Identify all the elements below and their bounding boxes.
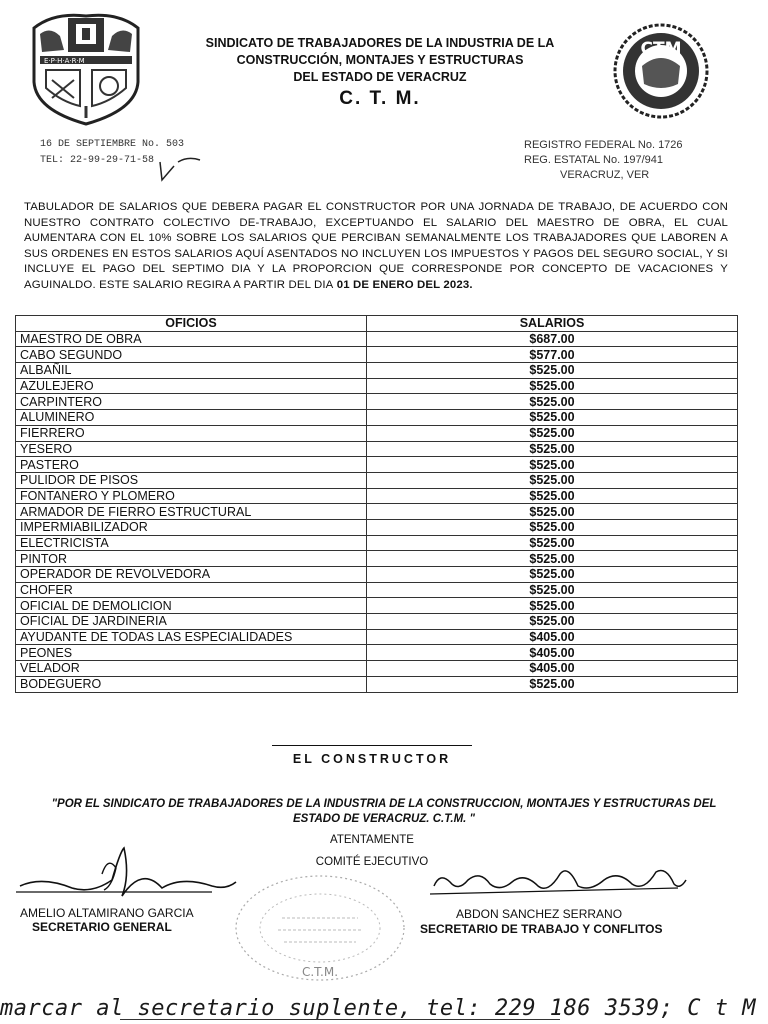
table-row <box>16 425 738 441</box>
table-row <box>16 676 738 692</box>
salary-cell: $525.00 <box>367 504 738 520</box>
salary-cell: $525.00 <box>367 488 738 504</box>
job-title-cell: ALBAÑIL <box>16 363 367 379</box>
signature-left <box>12 846 242 902</box>
job-title-cell: ALUMINERO <box>16 410 367 426</box>
handwritten-underline <box>120 1019 560 1020</box>
handwritten-check-mark <box>148 152 208 186</box>
salary-cell: $405.00 <box>367 645 738 661</box>
table-row <box>16 629 738 645</box>
salary-cell: $525.00 <box>367 457 738 473</box>
salary-cell: $525.00 <box>367 425 738 441</box>
job-title-cell: PINTOR <box>16 551 367 567</box>
ctm-seal-logo <box>612 22 710 120</box>
table-row <box>16 582 738 598</box>
job-title-cell: AYUDANTE DE TODAS LAS ESPECIALIDADES <box>16 629 367 645</box>
job-title-cell: PULIDOR DE PISOS <box>16 472 367 488</box>
salary-schedule-intro <box>24 200 728 294</box>
salary-cell: $525.00 <box>367 676 738 692</box>
salary-cell: $525.00 <box>367 363 738 379</box>
table-header-row <box>16 316 738 332</box>
labor-secretary-name: ABDON SANCHEZ SERRANO <box>456 907 623 921</box>
address-street: 16 DE SEPTIEMBRE No. 503 <box>40 139 185 150</box>
table-row <box>16 394 738 410</box>
job-title-cell: OFICIAL DE DEMOLICION <box>16 598 367 614</box>
union-name-line-2: CONSTRUCCIÓN, MONTAJES Y ESTRUCTURAS <box>236 53 524 67</box>
labor-secretary-title: SECRETARIO DE TRABAJO Y CONFLITOS <box>420 922 663 936</box>
salary-cell: $525.00 <box>367 519 738 535</box>
table-row <box>16 488 738 504</box>
closing-atentamente: ATENTAMENTE <box>330 834 414 846</box>
salary-cell: $405.00 <box>367 629 738 645</box>
job-title-cell: PEONES <box>16 645 367 661</box>
general-secretary-name: AMELIO ALTAMIRANO GARCIA <box>20 906 194 920</box>
salary-cell: $525.00 <box>367 378 738 394</box>
table-row <box>16 378 738 394</box>
table-row <box>16 363 738 379</box>
table-row <box>16 410 738 426</box>
salary-cell: $525.00 <box>367 582 738 598</box>
state-registry: REG. ESTATAL No. 197/941 <box>524 154 663 166</box>
table-row <box>16 645 738 661</box>
stamp-label: C.T.M. <box>301 965 339 979</box>
table-row <box>16 441 738 457</box>
table-row <box>16 535 738 551</box>
salary-cell: $525.00 <box>367 551 738 567</box>
salary-cell: $525.00 <box>367 394 738 410</box>
job-title-cell: OPERADOR DE REVOLVEDORA <box>16 567 367 583</box>
column-header-oficios: OFICIOS <box>16 316 367 332</box>
job-title-cell: IMPERMIABILIZADOR <box>16 519 367 535</box>
job-title-cell: AZULEJERO <box>16 378 367 394</box>
table-row <box>16 504 738 520</box>
table-row <box>16 661 738 677</box>
salary-cell: $525.00 <box>367 535 738 551</box>
table-row <box>16 519 738 535</box>
table-row <box>16 598 738 614</box>
table-row <box>16 331 738 347</box>
table-row <box>16 614 738 630</box>
federal-registry: REGISTRO FEDERAL No. 1726 <box>524 139 683 151</box>
job-title-cell: OFICIAL DE JARDINERIA <box>16 614 367 630</box>
salary-cell: $525.00 <box>367 410 738 426</box>
svg-text:CTM: CTM <box>640 39 682 59</box>
union-acronym: C. T. M. <box>339 88 421 109</box>
constructor-label: EL CONSTRUCTOR <box>292 752 452 766</box>
table-row <box>16 567 738 583</box>
table-row <box>16 551 738 567</box>
salary-cell: $525.00 <box>367 614 738 630</box>
handwritten-phone-note: marcar al secretario suplente, tel: 229 186 3539; C t M <box>0 996 756 1021</box>
salary-cell: $525.00 <box>367 567 738 583</box>
column-header-salarios: SALARIOS <box>367 316 738 332</box>
intro-text: TABULADOR DE SALARIOS QUE DEBERA PAGAR EL CONSTRUCTOR POR UNA JORNADA DE TRABAJO, DE ACUERDO CON NUESTRO CONTRATO COLECTIVO DE-TRABAJO, EXCEPTUANDO EL SALARIO DEL MAESTRO DE OBRA, EL CUAL AUMENTARA CON EL 10% SOBRE LOS SALARIOS QUE PERCIBAN SEMANALMENTE LOS TRABAJADORES QUE LABOREN A SUS ORDENES EN ESTOS SALARIOS AQUÍ ASENTADOS NO INCLUYEN LOS IMPUESTOS Y PAGOS DEL SEGURO SOCIAL, Y SI INCLUYE EL PAGO DEL SEPTIMO DIA Y LA PROPORCION QUE CORRESPONDE POR CONCEPTO DE VACACIONES Y AGUINALDO. ESTE SALARIO REGIRA A PARTIR DEL DIA <box>24 201 728 291</box>
salary-table <box>15 315 738 693</box>
salary-table-body <box>16 331 738 692</box>
salary-cell: $577.00 <box>367 347 738 363</box>
address-phone: TEL: 22-99-29-71-58 <box>40 155 155 166</box>
job-title-cell: CARPINTERO <box>16 394 367 410</box>
union-closing-quote: "POR EL SINDICATO DE TRABAJADORES DE LA INDUSTRIA DE LA CONSTRUCCION, MONTAJES Y ESTRUCTURAS DEL ESTADO DE VERACRUZ. C.T.M. " <box>51 798 717 825</box>
veracruz-coat-of-arms-logo <box>24 10 148 128</box>
job-title-cell: CABO SEGUNDO <box>16 347 367 363</box>
job-title-cell: ELECTRICISTA <box>16 535 367 551</box>
salary-cell: $525.00 <box>367 472 738 488</box>
job-title-cell: FIERRERO <box>16 425 367 441</box>
job-title-cell: VELADOR <box>16 661 367 677</box>
executive-committee-label: COMITÉ EJECUTIVO <box>315 856 429 868</box>
signature-right <box>428 862 690 902</box>
constructor-signature-line <box>272 745 472 746</box>
city: VERACRUZ, VER <box>560 169 650 181</box>
svg-text:E·P·H·A·R·M: E·P·H·A·R·M <box>44 57 85 65</box>
job-title-cell: FONTANERO Y PLOMERO <box>16 488 367 504</box>
table-row <box>16 472 738 488</box>
table-row <box>16 457 738 473</box>
job-title-cell: CHOFER <box>16 582 367 598</box>
union-rubber-stamp <box>232 872 408 984</box>
job-title-cell: YESERO <box>16 441 367 457</box>
salary-cell: $687.00 <box>367 331 738 347</box>
job-title-cell: BODEGUERO <box>16 676 367 692</box>
general-secretary-title: SECRETARIO GENERAL <box>32 920 172 934</box>
job-title-cell: PASTERO <box>16 457 367 473</box>
salary-cell: $405.00 <box>367 661 738 677</box>
salary-cell: $525.00 <box>367 441 738 457</box>
salary-cell: $525.00 <box>367 598 738 614</box>
union-name-line-1: SINDICATO DE TRABAJADORES DE LA INDUSTRIA DE LA <box>205 36 555 50</box>
table-row <box>16 347 738 363</box>
job-title-cell: ARMADOR DE FIERRO ESTRUCTURAL <box>16 504 367 520</box>
union-name-line-3: DEL ESTADO DE VERACRUZ <box>293 70 467 84</box>
job-title-cell: MAESTRO DE OBRA <box>16 331 367 347</box>
effective-date: 01 DE ENERO DEL 2023. <box>336 278 473 291</box>
